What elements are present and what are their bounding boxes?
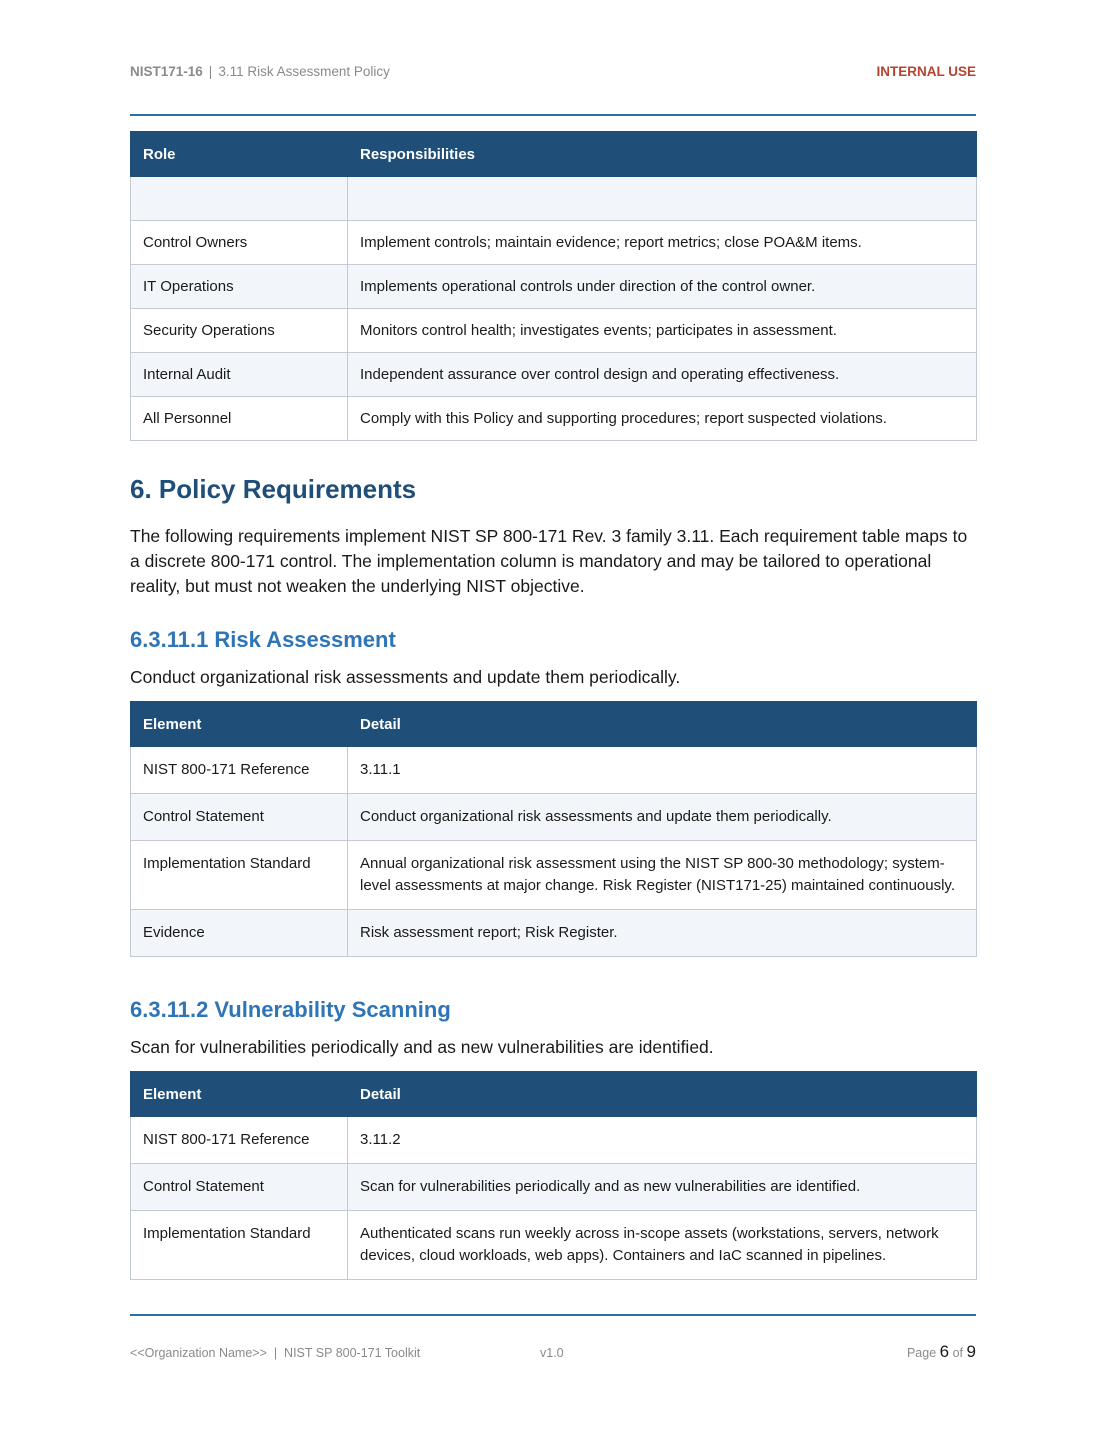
element-cell: Implementation Standard bbox=[131, 841, 348, 910]
column-header-role: Role bbox=[131, 132, 348, 177]
element-cell: NIST 800-171 Reference bbox=[131, 747, 348, 794]
page-header bbox=[130, 64, 976, 84]
page-label: Page bbox=[906, 1346, 937, 1360]
table-row bbox=[131, 221, 977, 265]
role-cell: Control Owners bbox=[131, 221, 348, 265]
table-row bbox=[131, 910, 977, 957]
role-cell bbox=[131, 177, 348, 221]
table-row bbox=[131, 747, 977, 794]
requirement-table bbox=[130, 1071, 977, 1280]
column-header-detail: Detail bbox=[348, 1072, 977, 1117]
detail-cell: Risk assessment report; Risk Register. bbox=[348, 910, 977, 957]
doc-id: NIST171-16 bbox=[130, 64, 203, 79]
page-footer bbox=[130, 1342, 976, 1361]
requirement-title: 6.3.11.1 Risk Assessment bbox=[130, 627, 396, 652]
classification-label: INTERNAL USE bbox=[876, 64, 976, 79]
role-cell: Security Operations bbox=[131, 309, 348, 353]
column-header-element: Element bbox=[131, 1072, 348, 1117]
responsibility-cell: Comply with this Policy and supporting procedures; report suspected violations. bbox=[348, 397, 977, 441]
table-row bbox=[131, 309, 977, 353]
table-row bbox=[131, 794, 977, 841]
detail-cell: Scan for vulnerabilities periodically and as new vulnerabilities are identified. bbox=[348, 1164, 977, 1211]
responsibility-cell: Implement controls; maintain evidence; report metrics; close POA&M items. bbox=[348, 221, 977, 265]
total-pages: 9 bbox=[966, 1342, 976, 1361]
detail-cell: 3.11.2 bbox=[348, 1117, 977, 1164]
page-number bbox=[907, 1342, 976, 1362]
requirement-lead: Conduct organizational risk assessments and update them periodically. bbox=[130, 667, 681, 687]
table-row bbox=[131, 177, 977, 221]
of-label: of bbox=[952, 1346, 964, 1360]
responsibility-cell bbox=[348, 177, 977, 221]
header-rule bbox=[130, 114, 976, 116]
element-cell: Control Statement bbox=[131, 794, 348, 841]
role-cell: IT Operations bbox=[131, 265, 348, 309]
footer-rule bbox=[130, 1314, 976, 1316]
table-header-row bbox=[131, 132, 977, 177]
role-cell: All Personnel bbox=[131, 397, 348, 441]
requirement-table bbox=[130, 701, 977, 957]
column-header-detail: Detail bbox=[348, 702, 977, 747]
table-header-row bbox=[131, 1072, 977, 1117]
footer-org: <<Organization Name>> bbox=[130, 1346, 267, 1360]
roles-table bbox=[130, 131, 977, 441]
footer-separator: | bbox=[273, 1346, 278, 1360]
role-cell: Internal Audit bbox=[131, 353, 348, 397]
element-cell: Evidence bbox=[131, 910, 348, 957]
column-header-responsibilities: Responsibilities bbox=[348, 132, 977, 177]
table-row bbox=[131, 841, 977, 910]
element-cell: NIST 800-171 Reference bbox=[131, 1117, 348, 1164]
detail-cell: Annual organizational risk assessment using the NIST SP 800-30 methodology; system-level assessments at major change. Risk Register (NIST171-25) maintained continuously. bbox=[348, 841, 977, 910]
table-row bbox=[131, 397, 977, 441]
responsibility-cell: Independent assurance over control design and operating effectiveness. bbox=[348, 353, 977, 397]
table-row bbox=[131, 353, 977, 397]
table-row bbox=[131, 1211, 977, 1280]
requirement-title: 6.3.11.2 Vulnerability Scanning bbox=[130, 997, 451, 1022]
table-row bbox=[131, 1164, 977, 1211]
doc-title: 3.11 Risk Assessment Policy bbox=[218, 64, 390, 79]
element-cell: Implementation Standard bbox=[131, 1211, 348, 1280]
section-intro: The following requirements implement NIST SP 800-171 Rev. 3 family 3.11. Each requirement table maps to a discrete 800-171 control. The implementation column is mandatory and may be tailored to operational reality, but must not weaken the underlying NIST objective. bbox=[130, 526, 968, 596]
detail-cell: Authenticated scans run weekly across in-scope assets (workstations, servers, network devices, cloud workloads, web apps). Containers and IaC scanned in pipelines. bbox=[348, 1211, 977, 1280]
table-row bbox=[131, 265, 977, 309]
header-separator: | bbox=[208, 64, 213, 79]
table-row bbox=[131, 1117, 977, 1164]
responsibility-cell: Implements operational controls under direction of the control owner. bbox=[348, 265, 977, 309]
section-title: 6. Policy Requirements bbox=[130, 474, 417, 504]
footer-toolkit: NIST SP 800-171 Toolkit bbox=[284, 1346, 421, 1360]
detail-cell: Conduct organizational risk assessments and update them periodically. bbox=[348, 794, 977, 841]
footer-version: v1.0 bbox=[540, 1346, 564, 1360]
responsibility-cell: Monitors control health; investigates events; participates in assessment. bbox=[348, 309, 977, 353]
detail-cell: 3.11.1 bbox=[348, 747, 977, 794]
element-cell: Control Statement bbox=[131, 1164, 348, 1211]
table-header-row bbox=[131, 702, 977, 747]
current-page: 6 bbox=[939, 1342, 950, 1361]
requirement-lead: Scan for vulnerabilities periodically and as new vulnerabilities are identified. bbox=[130, 1037, 714, 1057]
column-header-element: Element bbox=[131, 702, 348, 747]
